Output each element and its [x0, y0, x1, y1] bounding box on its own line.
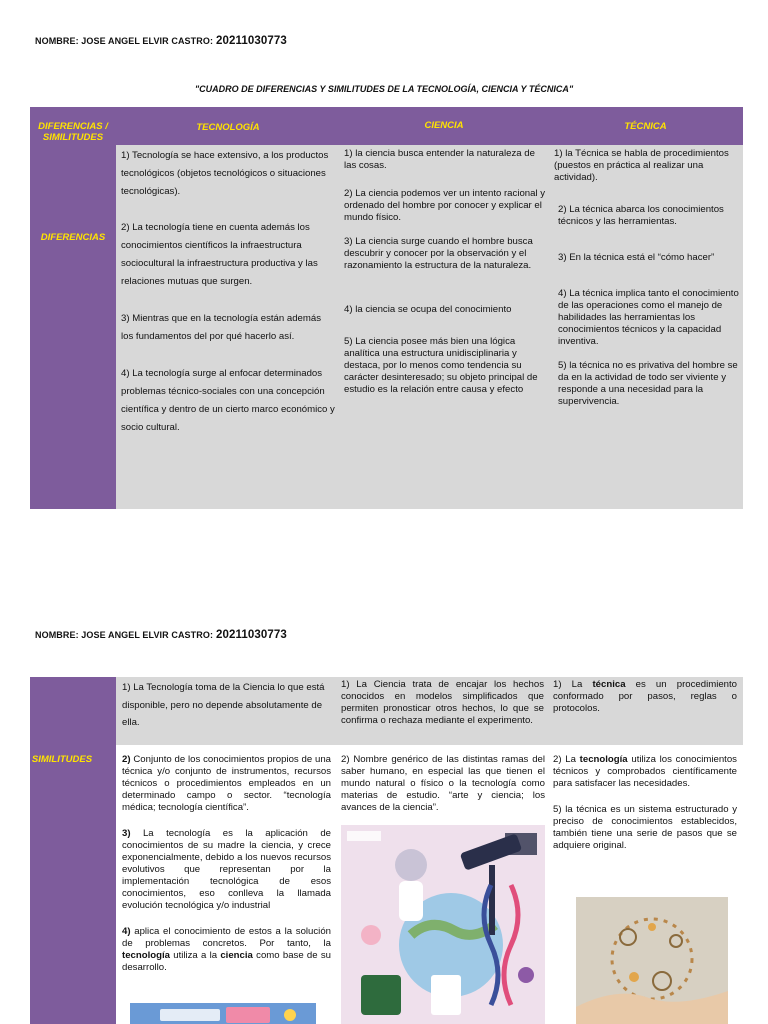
tecnologia-item-4: 4) La tecnología surge al enfocar determinados problemas técnico-sociales con una concepción científica y dentro de un cierto marco económico y socio cultural. [121, 368, 335, 433]
science-image [341, 825, 545, 1024]
student-name-page2 [35, 629, 287, 641]
header-ciencia: CIENCIA [424, 120, 464, 131]
tecnologia-item-2: 2) La tecnología tiene en cuenta además los conocimientos científicos la infraestructura sociocultural la infraestructura productiva y las relaciones mutuas que surgen. [121, 222, 318, 287]
sim-tecnica-5: 5) la técnica es un sistema estructurado y preciso de conocimientos establecidos, también tiene una serie de pasos que se adquiere original. [553, 804, 737, 851]
row-label-column [30, 145, 116, 509]
tecnologia-item-3: 3) Mientras que en la tecnología están además los fundamentos del por qué hacerlo así. [121, 313, 321, 342]
technique-illustration [576, 897, 728, 1024]
technology-image [130, 1003, 316, 1024]
tecnica-item-1: 1) la Técnica se habla de procedimientos (puestos en práctica al realizar una actividad). [554, 148, 729, 183]
ciencia-item-5: 5) La ciencia posee más bien una lógica analítica una estructura unidisciplinaria y destaca, por lo menos como tendencia su carácter desinteresado; su objeto principal de estudio es la relación entre causa y efecto [344, 336, 538, 395]
student-id: 20211030773 [216, 35, 287, 47]
document-title: "CUADRO DE DIFERENCIAS Y SIMILITUDES DE LA TECNOLOGÍA, CIENCIA Y TÉCNICA" [194, 84, 574, 94]
sim-tecnica-2: 2) La tecnología utiliza los conocimientos técnicos y comprobados científicamente para satisfacer las necesidades. [553, 754, 737, 789]
tecnologia-item-1: 1) Tecnología se hace extensivo, a los productos tecnológicos (objetos tecnológicos o situaciones tecnológicas). [121, 150, 329, 197]
ciencia-item-1: 1) la ciencia busca entender la naturaleza de las cosas. [344, 148, 535, 171]
sim-ciencia-2: 2) Nombre genérico de las distintas ramas del saber humano, en especial las que tienen el mundo natural o físico o la tecnología como materias de estudio. “arte y ciencia; los avances de la ciencia”. [341, 754, 545, 813]
ciencia-item-3: 3) La ciencia surge cuando el hombre busca descubrir y conocer por la observación y el razonamiento la estructura de la naturaleza. [344, 236, 533, 271]
sim-ciencia-1: 1) La Ciencia trata de encajar los hechos conocidos en modelos simplificados que permiten pronosticar otros hechos, lo que se confirma o rechaza mediante el experimento. [341, 679, 544, 726]
sim-tecnologia-4: 4) aplica el conocimiento de estos a la solución de problemas concretos. Por tanto, la tecnología utiliza a la ciencia como base de su desarrollo. [122, 926, 331, 973]
ciencia-item-2: 2) La ciencia podemos ver un intento racional y ordenado del hombre por conocer y explicar el mundo físico. [344, 188, 546, 223]
student-id-page2: 20211030773 [216, 629, 287, 641]
differences-table [30, 107, 743, 509]
tecnologia-differences [121, 147, 335, 437]
sim-tecnologia-paragraphs [122, 754, 331, 974]
sim-tecnologia-3: 3) La tecnología es la aplicación de conocimientos de su madre la ciencia, y crece exponencialmente, debido a los nuevos recursos evolutivos que representan por la implementación tecnológica de esos conocimientos, eso conlleva la llamada evolución tecnológica y/o industrial [122, 828, 331, 911]
student-name [35, 35, 287, 47]
sim-tecnica-1: 1) La técnica es un procedimiento conformado por pasos, reglas o protocolos. [553, 679, 737, 714]
header-row-label: DIFERENCIAS / SIMILITUDES [38, 121, 108, 143]
tecnica-differences [554, 148, 742, 408]
sim-tecnica-paragraphs [553, 754, 737, 852]
tecnica-item-3: 3) En la técnica está el “cómo hacer” [558, 252, 715, 263]
technology-illustration [130, 1003, 316, 1024]
sim-tecnologia-1: 1) La Tecnología toma de la Ciencia lo que está disponible, pero no depende absolutamente de ella. [122, 682, 325, 728]
tecnica-item-4: 4) La técnica implica tanto el conocimiento de las operaciones como el manejo de habilidades las herramientas los conocimientos técnicos y la capacidad inventiva. [558, 288, 739, 347]
row-label-diferencias: DIFERENCIAS [40, 232, 106, 243]
name-label-page2: NOMBRE: JOSE ANGEL ELVIR CASTRO: [35, 630, 214, 640]
science-illustration [341, 825, 545, 1024]
tecnica-item-5: 5) la técnica no es privativa del hombre se da en la actividad de todo ser viviente y responde a una necesidad para la supervivencia. [558, 360, 738, 407]
header-tecnologia: TECNOLOGÍA [196, 122, 260, 133]
sim-tecnologia-2: 2) Conjunto de los conocimientos propios de una técnica y/o conjunto de instrumentos, recursos técnicos o procedimientos empleados en un determinado campo o sector. “tecnología médica; tecnología científica”. [122, 754, 331, 813]
ciencia-item-4: 4) la ciencia se ocupa del conocimiento [344, 304, 512, 315]
header-tecnica: TÉCNICA [624, 121, 667, 132]
ciencia-differences [342, 148, 546, 396]
row-label-column-page2 [30, 677, 116, 1024]
row-label-similitudes: SIMILITUDES [31, 754, 93, 765]
name-label: NOMBRE: JOSE ANGEL ELVIR CASTRO: [35, 36, 214, 46]
tecnica-item-2: 2) La técnica abarca los conocimientos técnicos y las herramientas. [558, 204, 724, 227]
technique-image [576, 897, 728, 1024]
